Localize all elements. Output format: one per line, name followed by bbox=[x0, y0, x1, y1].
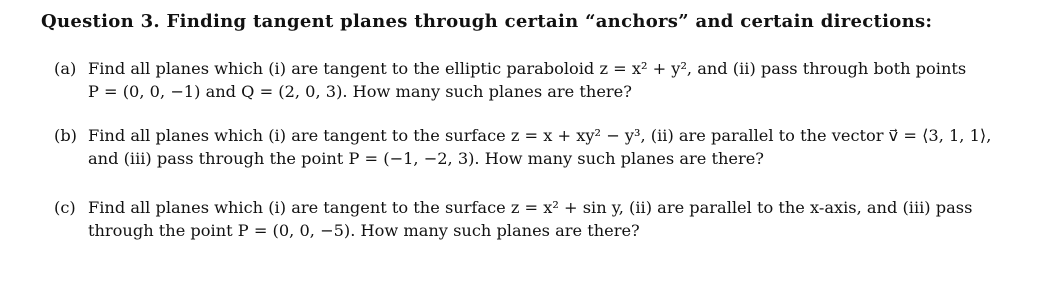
part-a-first-line bbox=[54, 57, 1034, 80]
part-b-first-line bbox=[54, 124, 1034, 147]
part-b-text-line1: Find all planes which (i) are tangent to the surface z = x + xy² − y³, (ii) are parallel to the vector v⃗ = ⟨3, 1, 1⟩, bbox=[88, 126, 992, 145]
part-c-text-line2: through the point P = (0, 0, −5). How many such planes are there? bbox=[88, 221, 640, 240]
part-a-label: (a) bbox=[54, 59, 77, 78]
question-part-a bbox=[54, 57, 1034, 103]
question-title: Question 3. Finding tangent planes through certain “anchors” and certain directions: bbox=[41, 11, 933, 32]
part-c-first-line bbox=[54, 196, 1034, 219]
part-b-label: (b) bbox=[54, 126, 77, 145]
question-part-c bbox=[54, 196, 1034, 242]
part-c-text-line1: Find all planes which (i) are tangent to the surface z = x² + sin y, (ii) are parallel to the x-axis, and (iii) pass bbox=[88, 198, 973, 217]
part-c-label: (c) bbox=[54, 198, 76, 217]
question-part-b bbox=[54, 124, 1034, 170]
part-a-text-line2: P = (0, 0, −1) and Q = (2, 0, 3). How many such planes are there? bbox=[88, 82, 632, 101]
part-a-text-line1: Find all planes which (i) are tangent to the elliptic paraboloid z = x² + y², and (ii) pass through both points bbox=[88, 59, 967, 78]
part-b-text-line2: and (iii) pass through the point P = (−1, −2, 3). How many such planes are there? bbox=[88, 149, 764, 168]
